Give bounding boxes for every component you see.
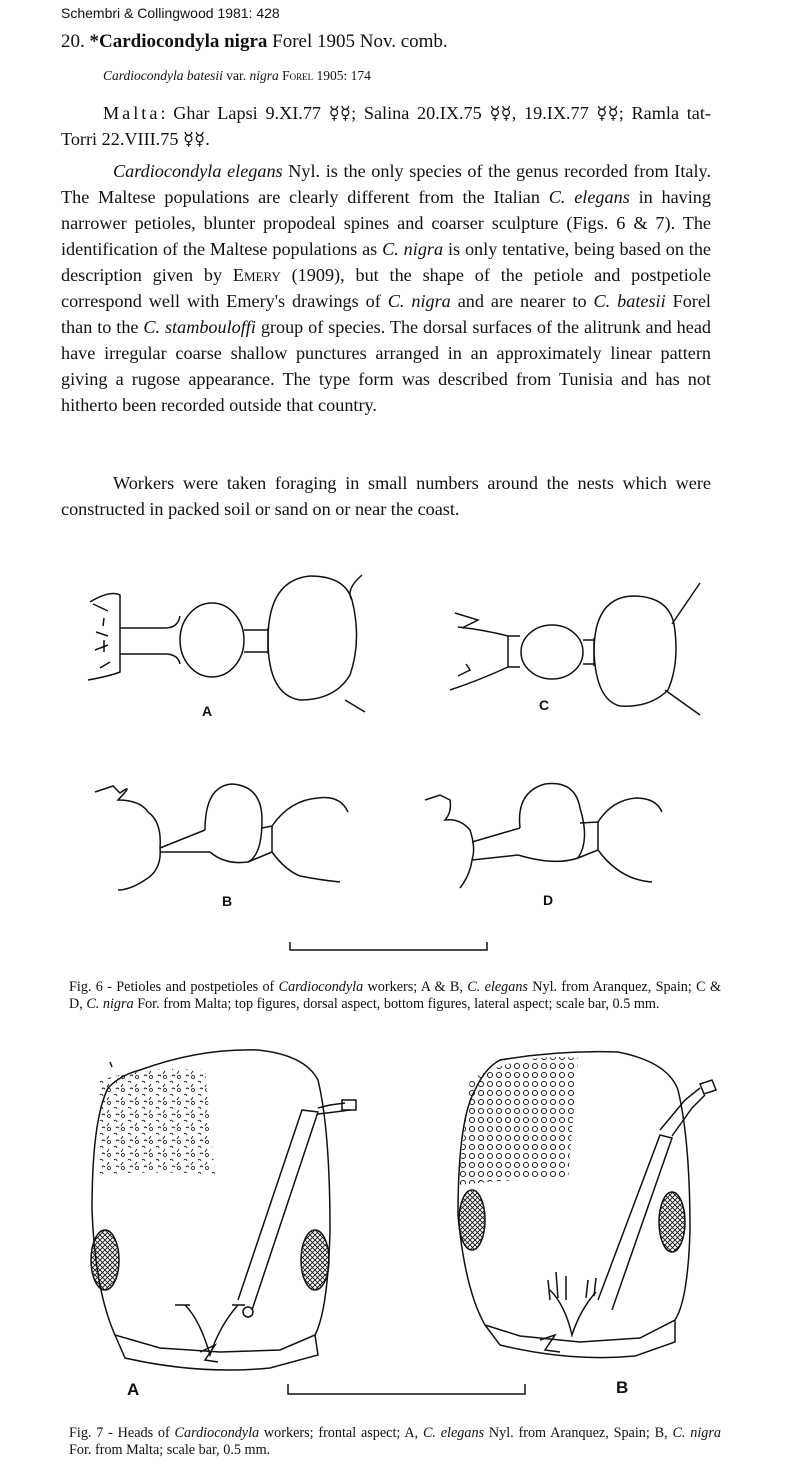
synonym-rest: var. xyxy=(222,68,250,83)
p2-text-4: (1909), but the shape of the petiole and postpetiole correspond well with Emery's drawings of xyxy=(61,265,711,311)
p2-text-5: and are nearer to xyxy=(450,291,594,311)
species-name: *Cardiocondyla nigra xyxy=(89,31,268,52)
fig7-scale-bar xyxy=(288,1384,525,1394)
p2-text-6: Forel than to the xyxy=(61,291,711,337)
p2-italic-3: C. nigra xyxy=(387,291,451,311)
p2-italic-1: C. elegans xyxy=(548,187,630,207)
fig6-label-c: C xyxy=(539,697,550,713)
fig7-caption-sp1: C. elegans xyxy=(422,1425,485,1441)
synonym-author: Forel xyxy=(282,68,314,83)
fig7-caption-t2: Nyl. from Aranquez, Spain; B, xyxy=(484,1425,673,1441)
fig6-caption-t3: For. from Malta; top figures, dorsal aspect, bottom figures, lateral aspect; scale bar, 0.5 mm. xyxy=(133,995,660,1012)
fig6-label-b: B xyxy=(222,893,233,909)
fig7-caption-lead: Fig. 7 - Heads of xyxy=(69,1425,175,1441)
fig7-caption-t3: For. from Malta; scale bar, 0.5 mm. xyxy=(69,1441,271,1458)
p2-text-1: Nyl. is the only species of the genus recorded from Italy. The Maltese populations are clearly different from the Italian xyxy=(61,161,711,207)
records-country: Malta xyxy=(103,103,161,123)
fig7-caption xyxy=(69,1425,721,1458)
fig6-caption-sp2: C. nigra xyxy=(86,995,134,1012)
fig6-caption-sp1: C. elegans xyxy=(467,979,528,995)
synonym-var: nigra xyxy=(249,68,279,83)
p2-text-7: group of species. The dorsal surfaces of the alitrunk and head have irregular coarse shallow punctures arranged in an approximately linear pattern giving a rugose appearance. The type form was described from Tunisia and has not hitherto been recorded outside that country. xyxy=(61,317,711,415)
page-header: Schembri & Collingwood 1981: 428 xyxy=(61,5,280,21)
fig7-label-a: A xyxy=(127,1380,140,1399)
fig7-label-b: B xyxy=(616,1378,629,1397)
species-number: 20. xyxy=(61,31,85,52)
p2-author: Emery xyxy=(232,265,281,285)
records-text: : Ghar Lapsi 9.XI.77 ☿☿; Salina 20.IX.75 ☿☿, 19.IX.77 ☿☿; Ramla tat-Torri 22.VIII.75 ☿☿. xyxy=(61,103,711,149)
fig6-caption-genus: Cardiocondyla xyxy=(278,979,364,995)
synonym-ref: 1905: 174 xyxy=(313,68,371,83)
workers-paragraph: Workers were taken foraging in small numbers around the nests which were constructed in packed soil or sand on or near the coast. xyxy=(61,473,711,519)
species-authority: Forel 1905 Nov. comb. xyxy=(272,31,448,52)
fig7-caption-t1: workers; frontal aspect; A, xyxy=(259,1425,423,1441)
p2-genus-name: Cardiocondyla elegans xyxy=(113,161,283,181)
fig6-caption-t2: Nyl. from Aranquez, Spain; C & D, xyxy=(69,979,721,1012)
p2-text-2: in having narrower petioles, blunter propodeal spines and coarser sculpture (Figs. 6 & 7). The identification of the Maltese populations as xyxy=(61,187,711,259)
p2-italic-4: C. batesii xyxy=(593,291,666,311)
fig7-caption-sp2: C. nigra xyxy=(672,1425,721,1441)
fig7-a-head-drawing xyxy=(91,1050,356,1370)
p2-italic-5: C. stambouloffi xyxy=(143,317,256,337)
fig7-b-head-drawing xyxy=(458,1052,716,1358)
synonym-name: Cardiocondyla batesii xyxy=(103,68,223,83)
fig6-caption-t1: workers; A & B, xyxy=(363,979,468,995)
fig6-caption-lead: Fig. 6 - Petioles and postpetioles of xyxy=(69,979,279,995)
p2-italic-2: C. nigra xyxy=(382,239,444,259)
p2-text-3: is only tentative, being based on the description given by xyxy=(61,239,712,285)
fig6-label-a: A xyxy=(202,703,213,719)
fig6-label-d: D xyxy=(543,892,554,908)
fig7-caption-genus: Cardiocondyla xyxy=(174,1425,260,1441)
